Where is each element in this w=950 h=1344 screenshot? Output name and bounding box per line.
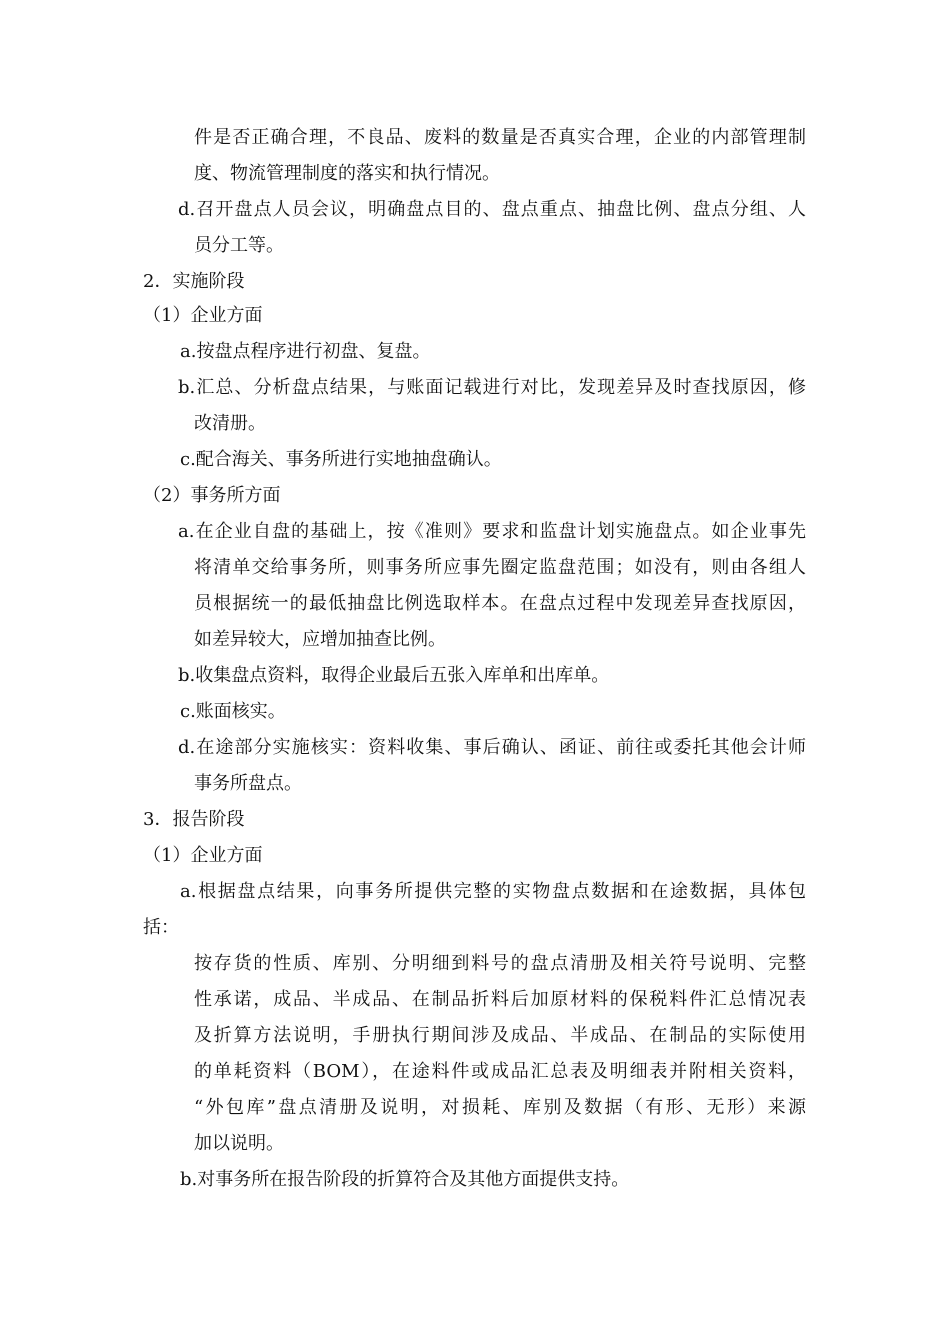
list-item-b: b.汇总、分析盘点结果，与账面记载进行对比，发现差异及时查找原因，修 [178,377,806,398]
paragraph-line: 员分工等。 [194,235,284,256]
section-heading-3: 3．报告阶段 [143,809,245,830]
paragraph-line: 按存货的性质、库别、分明细到料号的盘点清册及相关符号说明、完整 [194,953,806,974]
list-item-b: b.对事务所在报告阶段的折算符合及其他方面提供支持。 [180,1169,630,1190]
paragraph-line: 改清册。 [194,413,266,434]
paragraph-line: “外包库”盘点清册及说明，对损耗、库别及数据（有形、无形）来源 [194,1097,806,1118]
list-item-c: c.配合海关、事务所进行实地抽盘确认。 [180,449,502,470]
subsection-heading: （2）事务所方面 [143,485,281,506]
paragraph-line: 度、物流管理制度的落实和执行情况。 [194,163,500,184]
list-item-d: d.在途部分实施核实：资料收集、事后确认、函证、前往或委托其他会计师 [178,737,806,758]
list-item-a: a.根据盘点结果，向事务所提供完整的实物盘点数据和在途数据，具体包 [180,881,806,902]
paragraph-line: 员根据统一的最低抽盘比例选取样本。在盘点过程中发现差异查找原因， [194,593,806,614]
subsection-heading: （1）企业方面 [143,845,263,866]
list-item-a: a.按盘点程序进行初盘、复盘。 [180,341,431,362]
list-item-a: a.在企业自盘的基础上，按《准则》要求和监盘计划实施盘点。如企业事先 [178,521,806,542]
paragraph-line: 的单耗资料（BOM），在途料件或成品汇总表及明细表并附相关资料， [194,1061,806,1082]
paragraph-line: 括： [143,917,179,938]
paragraph-line: 如差异较大，应增加抽查比例。 [194,629,446,650]
section-heading-2: 2．实施阶段 [143,271,245,292]
paragraph-line: 加以说明。 [194,1133,284,1154]
list-item-c: c.账面核实。 [180,701,286,722]
paragraph-line: 及折算方法说明，手册执行期间涉及成品、半成品、在制品的实际使用 [194,1025,806,1046]
paragraph-line: 性承诺，成品、半成品、在制品折料后加原材料的保税料件汇总情况表 [194,989,806,1010]
paragraph-line: 件是否正确合理，不良品、废料的数量是否真实合理，企业的内部管理制 [194,127,806,148]
subsection-heading: （1）企业方面 [143,305,263,326]
list-item-d: d.召开盘点人员会议，明确盘点目的、盘点重点、抽盘比例、盘点分组、人 [178,199,806,220]
paragraph-line: 事务所盘点。 [194,773,302,794]
list-item-b: b.收集盘点资料，取得企业最后五张入库单和出库单。 [178,665,610,686]
paragraph-line: 将清单交给事务所，则事务所应事先圈定监盘范围；如没有，则由各组人 [194,557,806,578]
